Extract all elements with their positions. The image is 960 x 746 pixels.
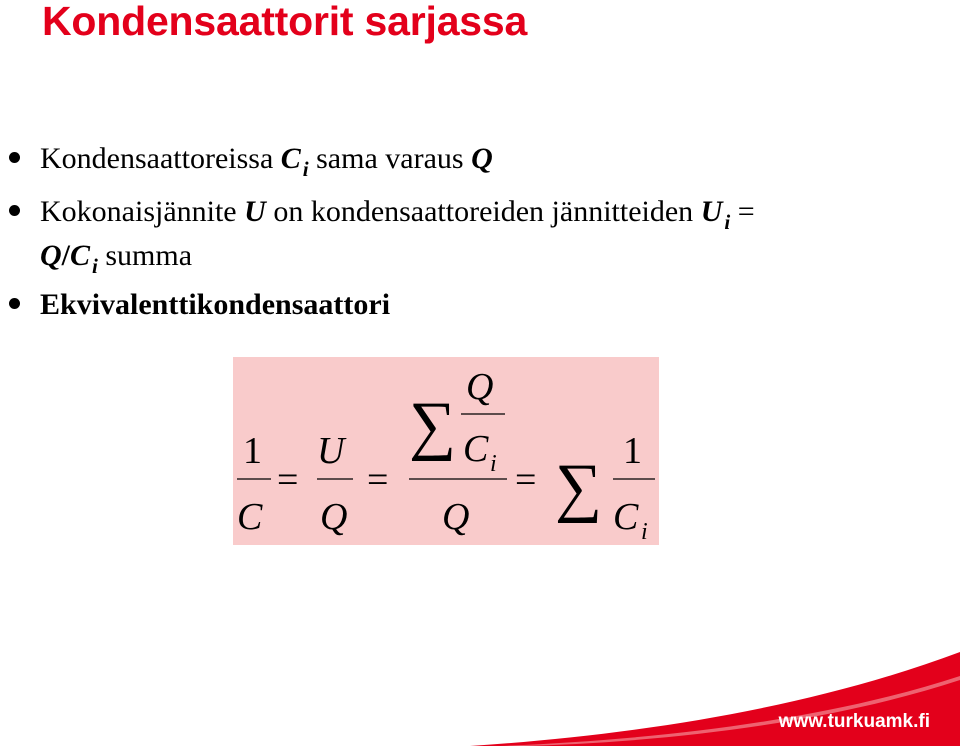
- bullet-text: on kondensaattoreiden jännitteiden: [265, 195, 701, 228]
- symbol-u: U: [244, 195, 266, 228]
- frac1-den: C: [237, 496, 263, 538]
- symbol-c: C: [70, 239, 91, 272]
- equals-sign: =: [367, 459, 389, 501]
- frac2-num: U: [317, 430, 345, 472]
- bullet-text: =: [730, 195, 755, 228]
- subscript-i: i: [92, 254, 98, 278]
- symbol-u: U: [700, 195, 723, 228]
- sigma-icon: ∑: [409, 389, 457, 462]
- symbol-q: Q: [471, 142, 493, 175]
- symbol-c: C: [280, 142, 301, 175]
- frac3-sub: i: [490, 451, 497, 477]
- bullet-text: Ekvivalenttikondensaattori: [40, 288, 391, 321]
- footer-url: www.turkuamk.fi: [778, 711, 930, 732]
- sigma-icon: ∑: [555, 451, 603, 524]
- slide-title: Kondensaattorit sarjassa: [42, 0, 528, 44]
- frac4-den: C: [613, 496, 639, 538]
- frac2-den: Q: [320, 496, 348, 538]
- symbol-q: Q: [40, 239, 62, 272]
- frac3-inner-den: C: [463, 428, 489, 470]
- frac4-num: 1: [623, 430, 642, 472]
- bullet-text: Kokonaisjännite: [40, 195, 245, 228]
- bullet-text: summa: [97, 239, 193, 272]
- frac3-inner-num: Q: [466, 366, 494, 408]
- slash: /: [61, 239, 71, 272]
- frac1-num: 1: [243, 430, 262, 472]
- equals-sign: =: [277, 459, 299, 501]
- frac4-sub: i: [641, 519, 648, 545]
- equals-sign: =: [515, 459, 537, 501]
- bullet-text: Kondensaattoreissa: [40, 142, 281, 175]
- subscript-i: i: [302, 157, 309, 181]
- subscript-i: i: [724, 210, 731, 234]
- frac3-den: Q: [442, 496, 470, 538]
- bullet-text: sama varaus: [308, 142, 472, 175]
